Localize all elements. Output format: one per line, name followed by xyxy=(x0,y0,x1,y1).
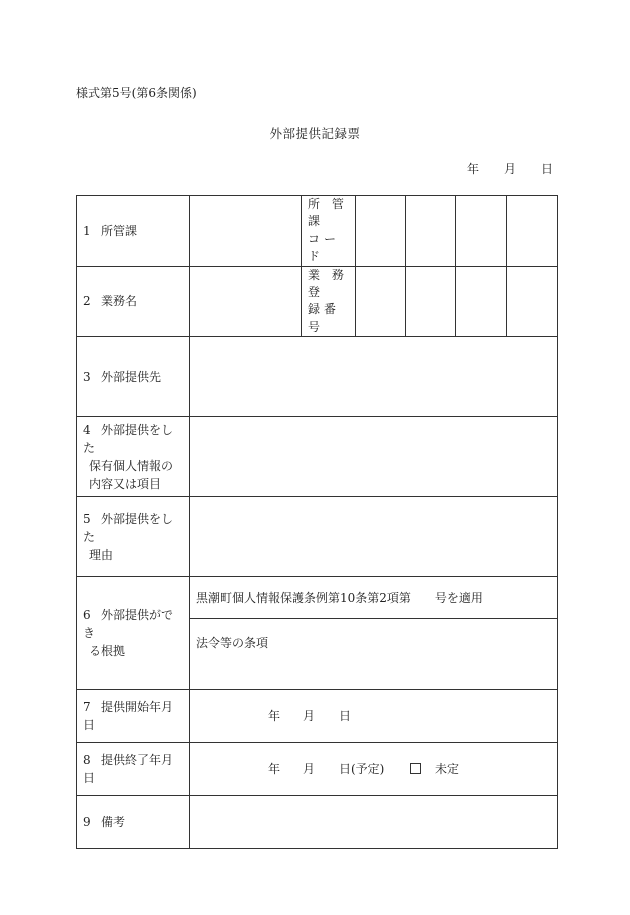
business-name-label-cell: 2 業務名 xyxy=(77,266,190,337)
end-date-day-planned: 日(予定) xyxy=(339,762,385,777)
registration-number-box-4[interactable] xyxy=(507,266,558,337)
end-date-input[interactable] xyxy=(190,743,558,796)
remarks-label-cell: 9 備考 xyxy=(77,796,190,849)
basis-law-cell[interactable] xyxy=(190,619,558,690)
basis-ordinance-text: 黒潮町個人情報保護条例第10条第2項第 号を適用 xyxy=(196,590,483,605)
business-name-input[interactable] xyxy=(190,266,302,337)
row-end-date xyxy=(77,743,558,796)
start-date-month: 月 xyxy=(303,709,316,724)
contents-input[interactable] xyxy=(190,417,558,497)
start-date-year: 年 xyxy=(268,709,281,724)
contents-label-cell: 4 外部提供をした 保有個人情報の 内容又は項目 xyxy=(77,417,190,497)
basis-law-text: 法令等の条項 xyxy=(196,636,269,651)
end-date-year: 年 xyxy=(268,762,281,777)
row-start-date xyxy=(77,690,558,743)
recipient-input[interactable] xyxy=(190,337,558,417)
row-business-name xyxy=(77,266,558,337)
row-contents xyxy=(77,417,558,497)
registration-number-box-1[interactable] xyxy=(356,266,406,337)
department-code-box-3[interactable] xyxy=(456,196,507,267)
department-code-box-4[interactable] xyxy=(507,196,558,267)
recipient-label-cell: 3 外部提供先 xyxy=(77,337,190,417)
start-date-input[interactable] xyxy=(190,690,558,743)
row-department xyxy=(77,196,558,267)
row-reason xyxy=(77,497,558,577)
registration-number-box-3[interactable] xyxy=(456,266,507,337)
record-table xyxy=(76,195,558,849)
date-month-label: 月 xyxy=(504,162,517,176)
reason-label-cell: 5 外部提供をした 理由 xyxy=(77,497,190,577)
registration-number-box-2[interactable] xyxy=(406,266,456,337)
remarks-input[interactable] xyxy=(190,796,558,849)
basis-label-cell: 6 外部提供ができ る根拠 xyxy=(77,577,190,690)
department-input[interactable] xyxy=(190,196,302,267)
end-date-label-cell: 8 提供終了年月日 xyxy=(77,743,190,796)
row-remarks xyxy=(77,796,558,849)
row-basis-ordinance xyxy=(77,577,558,619)
form-number-label: 様式第5号(第6条関係) xyxy=(76,86,197,100)
department-code-box-1[interactable] xyxy=(356,196,406,267)
row-recipient xyxy=(77,337,558,417)
start-date-label-cell: 7 提供開始年月日 xyxy=(77,690,190,743)
department-code-label: 所 管 課 コード xyxy=(302,196,356,267)
undecided-checkbox[interactable] xyxy=(410,760,421,778)
department-code-box-2[interactable] xyxy=(406,196,456,267)
start-date-day: 日 xyxy=(339,709,352,724)
reason-input[interactable] xyxy=(190,497,558,577)
business-registration-number-label: 業 務 登 録番号 xyxy=(302,266,356,337)
basis-ordinance-cell[interactable] xyxy=(190,577,558,619)
department-label-cell: 1 所管課 xyxy=(77,196,190,267)
undecided-checkbox-label: 未定 xyxy=(435,762,460,777)
date-day-label: 日 xyxy=(541,162,554,176)
date-year-label: 年 xyxy=(467,162,480,176)
end-date-month: 月 xyxy=(303,762,316,777)
page-title: 外部提供記録票 xyxy=(269,126,361,141)
